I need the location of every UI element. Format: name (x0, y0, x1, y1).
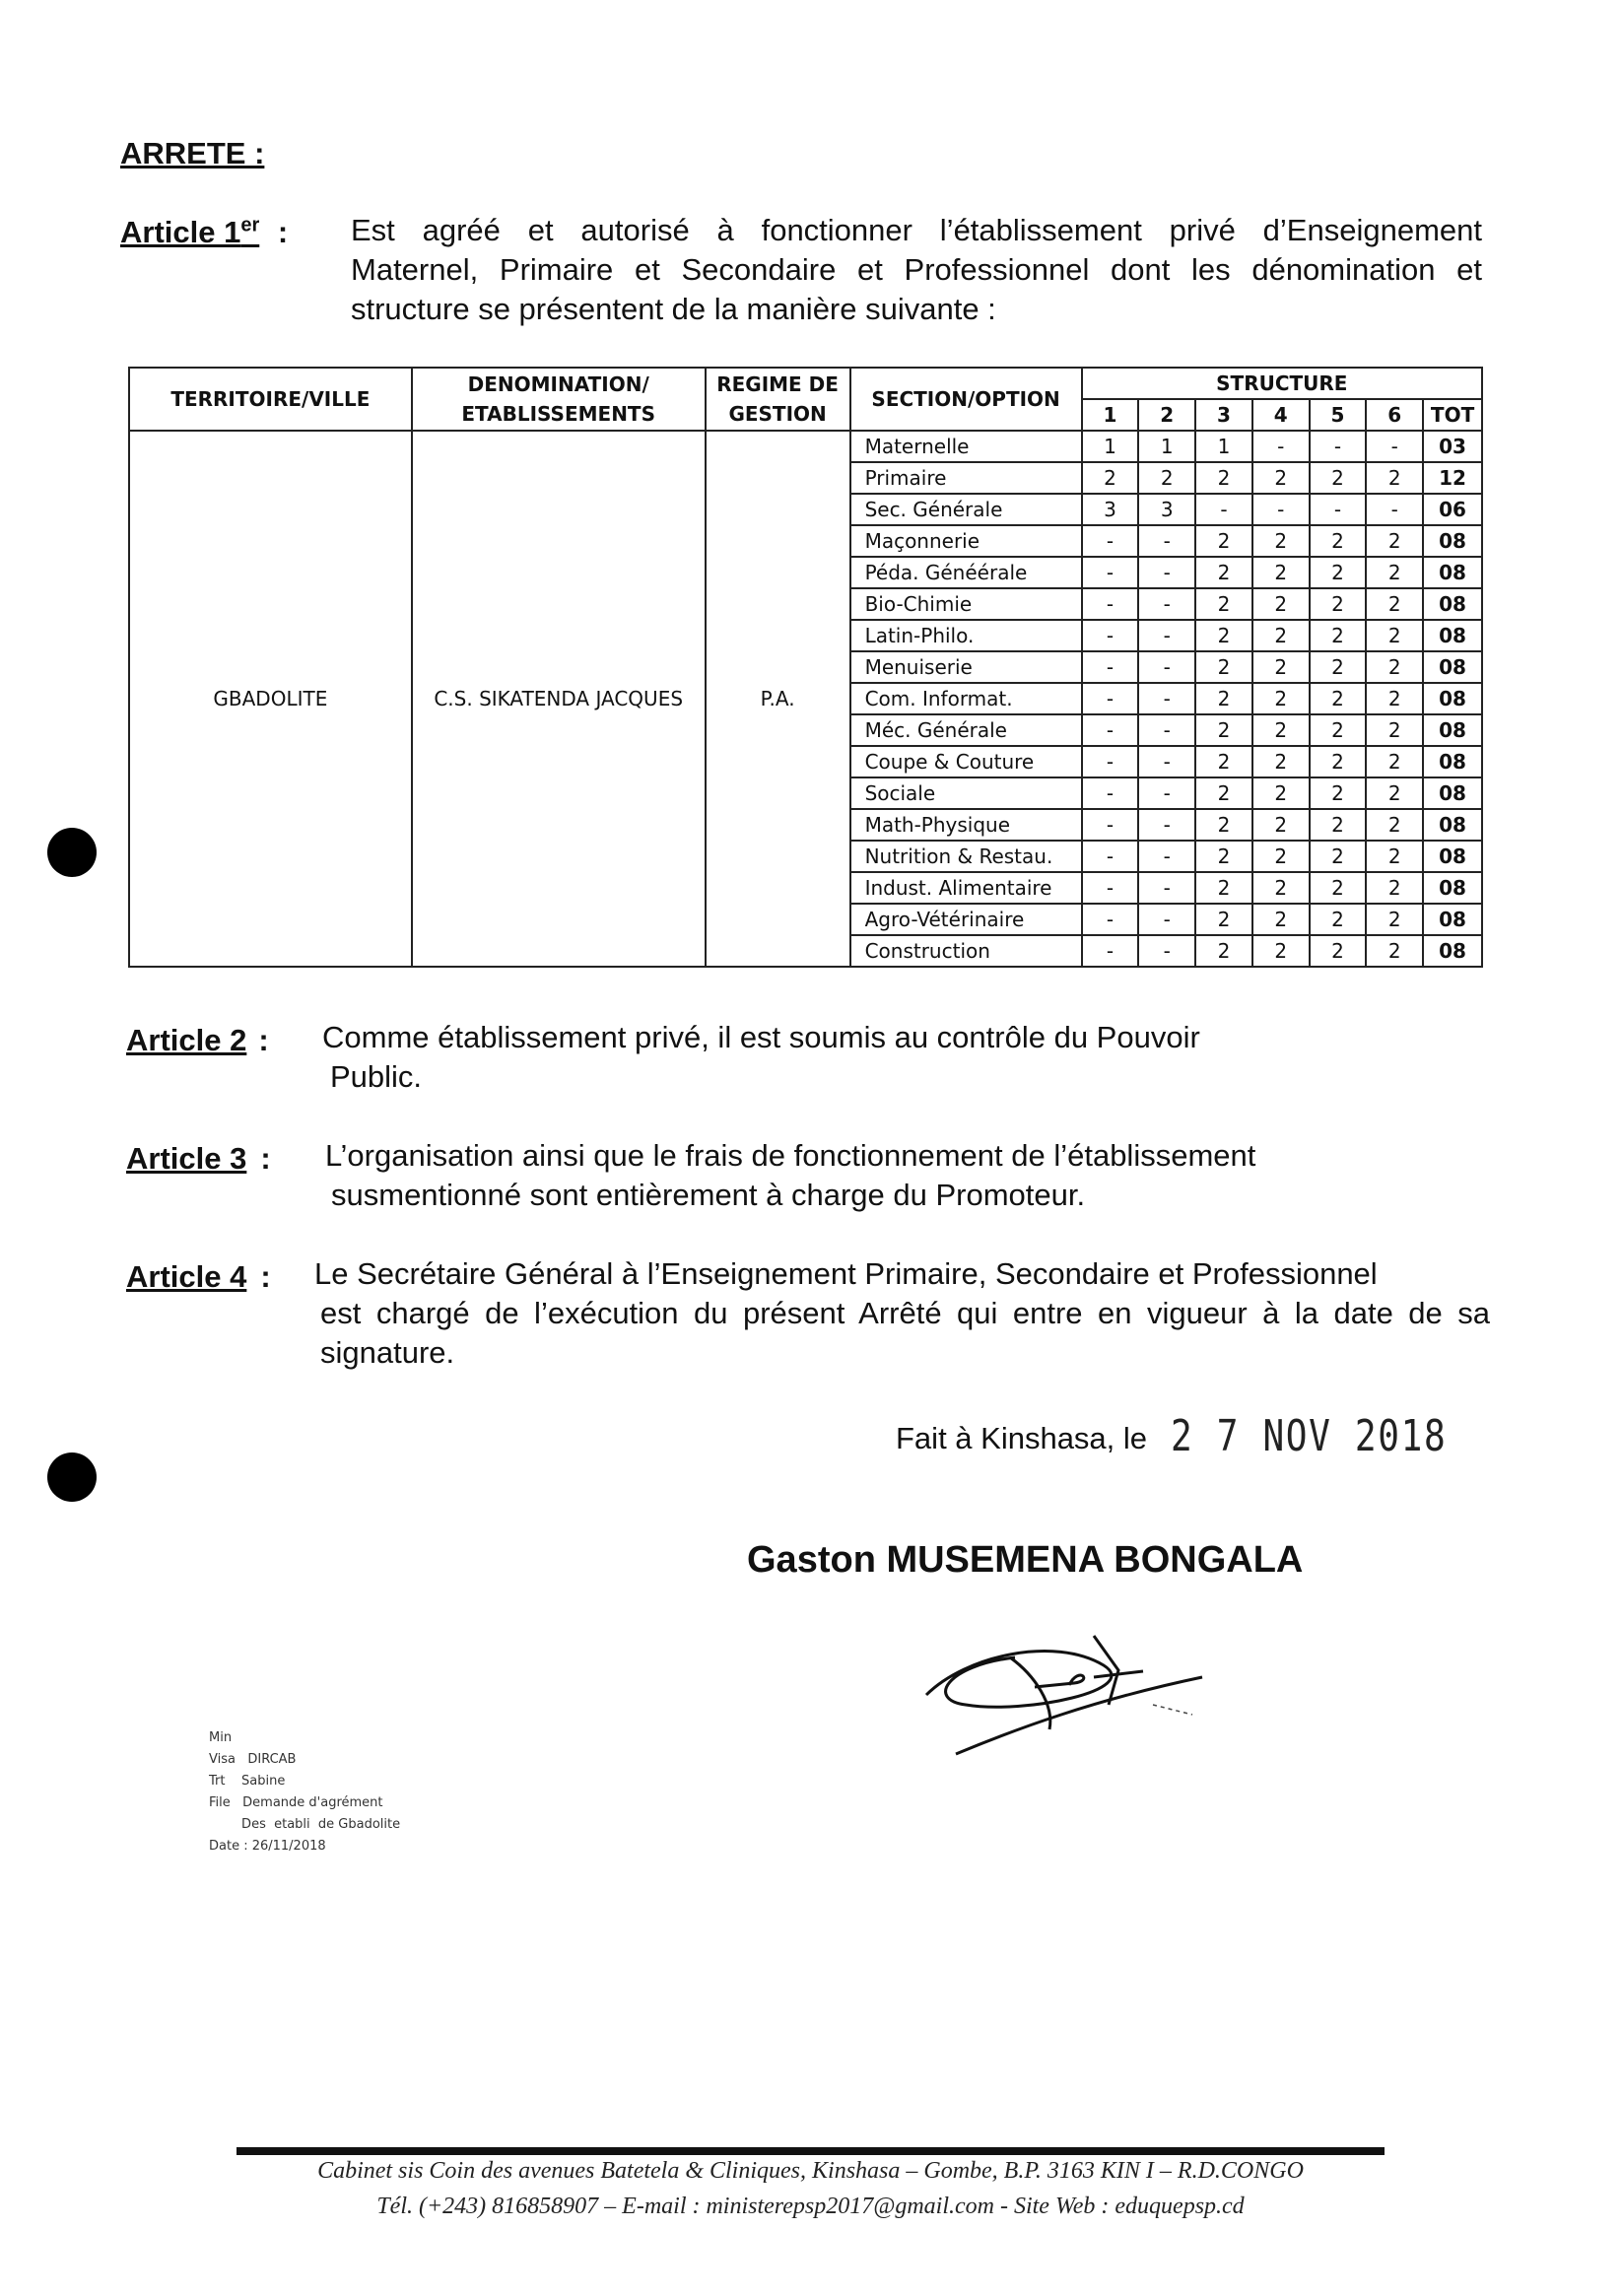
article-3-line-2: susmentionné sont entièrement à charge du Promoteur. (331, 1178, 1086, 1212)
structure-value-cell: - (1138, 841, 1195, 872)
structure-value-cell: 2 (1366, 683, 1423, 714)
structure-value-cell: 2 (1310, 525, 1367, 557)
footer-rule (237, 2147, 1385, 2155)
structure-value-cell: 2 (1310, 872, 1367, 904)
article-4-line-2: est chargé de l’exécution du présent Arrêté qui entre en vigueur à la date de sa (320, 1296, 1490, 1330)
structure-value-cell: - (1366, 494, 1423, 525)
structure-value-cell: - (1082, 683, 1139, 714)
structure-value-cell: - (1138, 809, 1195, 841)
article-3-label: Article 3 : (126, 1141, 271, 1176)
section-option-cell: Coupe & Couture (850, 746, 1082, 777)
structure-value-cell: - (1138, 872, 1195, 904)
section-option-cell: Menuiserie (850, 651, 1082, 683)
structure-value-cell: 2 (1310, 462, 1367, 494)
table-row (129, 431, 1482, 462)
structure-value-cell: - (1082, 714, 1139, 746)
structure-value-cell: 2 (1310, 841, 1367, 872)
header-col-6: 6 (1366, 399, 1423, 431)
structure-value-cell: - (1138, 588, 1195, 620)
structure-value-cell: 2 (1310, 809, 1367, 841)
article-1-line-3: structure se présentent de la manière suivante : (351, 292, 996, 326)
structure-value-cell: 2 (1138, 462, 1195, 494)
structure-value-cell: 2 (1252, 904, 1310, 935)
structure-value-cell: 2 (1366, 525, 1423, 557)
structure-total-cell: 08 (1423, 872, 1482, 904)
structure-value-cell: 2 (1366, 557, 1423, 588)
article-4-line-3: signature. (320, 1335, 455, 1370)
structure-value-cell: 2 (1195, 841, 1252, 872)
section-option-cell: Péda. Généérale (850, 557, 1082, 588)
structure-value-cell: 2 (1252, 588, 1310, 620)
punch-hole-bottom (47, 1452, 97, 1502)
structure-value-cell: - (1138, 714, 1195, 746)
regime-cell: P.A. (706, 431, 850, 967)
structure-value-cell: - (1082, 777, 1139, 809)
structure-value-cell: - (1138, 904, 1195, 935)
structure-total-cell: 08 (1423, 620, 1482, 651)
structure-value-cell: 2 (1366, 714, 1423, 746)
structure-value-cell: 2 (1195, 904, 1252, 935)
structure-value-cell: 2 (1195, 935, 1252, 967)
structure-value-cell: 2 (1366, 841, 1423, 872)
structure-value-cell: 2 (1195, 714, 1252, 746)
structure-total-cell: 12 (1423, 462, 1482, 494)
article-3-line-1: L’organisation ainsi que le frais de fonctionnement de l’établissement (325, 1138, 1256, 1173)
structure-total-cell: 08 (1423, 557, 1482, 588)
structure-value-cell: - (1138, 746, 1195, 777)
article-4-line-1: Le Secrétaire Général à l’Enseignement Primaire, Secondaire et Professionnel (314, 1256, 1378, 1291)
structure-value-cell: 2 (1252, 462, 1310, 494)
header-col-tot: TOT (1423, 399, 1482, 431)
arrete-heading: ARRETE : (120, 136, 265, 170)
header-col-5: 5 (1310, 399, 1367, 431)
section-option-cell: Maçonnerie (850, 525, 1082, 557)
structure-value-cell: 2 (1310, 777, 1367, 809)
structure-value-cell: 2 (1082, 462, 1139, 494)
structure-value-cell: 2 (1366, 904, 1423, 935)
header-denomination: DENOMINATION/ ETABLISSEMENTS (412, 368, 706, 431)
structure-value-cell: - (1082, 809, 1139, 841)
footer-address: Cabinet sis Coin des avenues Batetela & Cliniques, Kinshasa – Gombe, B.P. 3163 KIN I – R.D.CONGO (317, 2158, 1304, 2184)
marginalia-4: File Demande d'agrément (209, 1795, 383, 1810)
header-col-3: 3 (1195, 399, 1252, 431)
section-option-cell: Math-Physique (850, 809, 1082, 841)
section-option-cell: Sec. Générale (850, 494, 1082, 525)
structure-value-cell: 2 (1252, 620, 1310, 651)
header-col-4: 4 (1252, 399, 1310, 431)
structure-value-cell: 2 (1310, 588, 1367, 620)
section-option-cell: Construction (850, 935, 1082, 967)
footer-contact: Tél. (+243) 816858907 – E-mail : ministerepsp2017@gmail.com - Site Web : eduquepsp.cd (376, 2194, 1245, 2219)
structure-total-cell: 03 (1423, 431, 1482, 462)
structure-value-cell: 2 (1310, 714, 1367, 746)
structure-value-cell: 3 (1138, 494, 1195, 525)
structure-value-cell: 2 (1252, 872, 1310, 904)
section-option-cell: Bio-Chimie (850, 588, 1082, 620)
structure-value-cell: 2 (1252, 525, 1310, 557)
structure-value-cell: - (1138, 557, 1195, 588)
date-stamp: 2 7 NOV 2018 (1171, 1411, 1448, 1461)
structure-value-cell: 1 (1195, 431, 1252, 462)
structure-value-cell: 2 (1252, 777, 1310, 809)
structure-total-cell: 08 (1423, 746, 1482, 777)
structure-value-cell: 2 (1195, 683, 1252, 714)
structure-value-cell: 2 (1310, 683, 1367, 714)
structure-value-cell: - (1082, 620, 1139, 651)
structure-total-cell: 08 (1423, 714, 1482, 746)
territoire-cell: GBADOLITE (129, 431, 412, 967)
section-option-cell: Méc. Générale (850, 714, 1082, 746)
header-territoire: TERRITOIRE/VILLE (129, 368, 412, 431)
marginalia-3: Trt Sabine (209, 1774, 286, 1789)
structure-value-cell: - (1082, 904, 1139, 935)
structure-value-cell: 2 (1252, 935, 1310, 967)
structure-total-cell: 08 (1423, 777, 1482, 809)
section-option-cell: Primaire (850, 462, 1082, 494)
structure-value-cell: - (1138, 620, 1195, 651)
structure-value-cell: 1 (1138, 431, 1195, 462)
section-option-cell: Agro-Vétérinaire (850, 904, 1082, 935)
structure-total-cell: 08 (1423, 809, 1482, 841)
structure-value-cell: 2 (1252, 651, 1310, 683)
article-1-label: Article 1er : (120, 215, 289, 250)
structure-value-cell: 2 (1195, 588, 1252, 620)
section-option-cell: Indust. Alimentaire (850, 872, 1082, 904)
structure-value-cell: 2 (1366, 809, 1423, 841)
structure-value-cell: 2 (1195, 746, 1252, 777)
marginalia-6: Date : 26/11/2018 (209, 1839, 326, 1854)
denomination-cell: C.S. SIKATENDA JACQUES (412, 431, 706, 967)
article-2-label: Article 2 : (126, 1023, 269, 1057)
article-2-line-1: Comme établissement privé, il est soumis au contrôle du Pouvoir (322, 1020, 1200, 1054)
structure-value-cell: - (1310, 431, 1367, 462)
structure-value-cell: - (1138, 683, 1195, 714)
structure-total-cell: 08 (1423, 935, 1482, 967)
structure-value-cell: - (1252, 494, 1310, 525)
header-col-1: 1 (1082, 399, 1139, 431)
structure-value-cell: 2 (1366, 620, 1423, 651)
structure-value-cell: - (1082, 651, 1139, 683)
structure-value-cell: - (1082, 557, 1139, 588)
structure-value-cell: - (1082, 746, 1139, 777)
structure-value-cell: 2 (1195, 809, 1252, 841)
structure-table (128, 367, 1483, 968)
structure-value-cell: 2 (1252, 683, 1310, 714)
structure-value-cell: 2 (1252, 746, 1310, 777)
structure-value-cell: 2 (1195, 620, 1252, 651)
marginalia-1: Min (209, 1730, 233, 1745)
structure-value-cell: - (1138, 651, 1195, 683)
structure-value-cell: 2 (1195, 557, 1252, 588)
structure-value-cell: 2 (1310, 746, 1367, 777)
structure-value-cell: 2 (1310, 935, 1367, 967)
place-date-prefix: Fait à Kinshasa, le (896, 1421, 1148, 1455)
handwritten-signature (907, 1596, 1232, 1774)
article-2-line-2: Public. (330, 1059, 423, 1094)
structure-value-cell: 2 (1310, 651, 1367, 683)
structure-value-cell: 2 (1366, 746, 1423, 777)
section-option-cell: Maternelle (850, 431, 1082, 462)
structure-value-cell: - (1082, 872, 1139, 904)
section-option-cell: Sociale (850, 777, 1082, 809)
structure-value-cell: - (1366, 431, 1423, 462)
structure-value-cell: 2 (1195, 777, 1252, 809)
structure-value-cell: - (1195, 494, 1252, 525)
punch-hole-top (47, 828, 97, 877)
structure-value-cell: 2 (1310, 904, 1367, 935)
signatory-name: Gaston MUSEMENA BONGALA (747, 1539, 1304, 1581)
structure-value-cell: 2 (1195, 525, 1252, 557)
structure-value-cell: 2 (1310, 620, 1367, 651)
section-option-cell: Com. Informat. (850, 683, 1082, 714)
structure-value-cell: - (1310, 494, 1367, 525)
header-section: SECTION/OPTION (850, 368, 1082, 431)
structure-total-cell: 08 (1423, 588, 1482, 620)
structure-value-cell: - (1138, 525, 1195, 557)
structure-value-cell: - (1138, 935, 1195, 967)
structure-value-cell: 2 (1366, 651, 1423, 683)
section-option-cell: Nutrition & Restau. (850, 841, 1082, 872)
structure-value-cell: 2 (1195, 462, 1252, 494)
header-regime: REGIME DE GESTION (706, 368, 850, 431)
structure-total-cell: 08 (1423, 841, 1482, 872)
structure-value-cell: 2 (1366, 872, 1423, 904)
structure-value-cell: - (1082, 935, 1139, 967)
structure-value-cell: - (1082, 525, 1139, 557)
structure-value-cell: - (1082, 588, 1139, 620)
structure-value-cell: 2 (1366, 935, 1423, 967)
structure-value-cell: - (1138, 777, 1195, 809)
structure-total-cell: 08 (1423, 651, 1482, 683)
structure-value-cell: - (1082, 841, 1139, 872)
structure-value-cell: 1 (1082, 431, 1139, 462)
structure-total-cell: 08 (1423, 683, 1482, 714)
structure-total-cell: 08 (1423, 904, 1482, 935)
header-col-2: 2 (1138, 399, 1195, 431)
marginalia-5: Des etabli de Gbadolite (209, 1817, 401, 1832)
structure-value-cell: - (1252, 431, 1310, 462)
structure-value-cell: 2 (1310, 557, 1367, 588)
structure-total-cell: 08 (1423, 525, 1482, 557)
structure-value-cell: 2 (1252, 809, 1310, 841)
structure-total-cell: 06 (1423, 494, 1482, 525)
structure-value-cell: 2 (1366, 588, 1423, 620)
article-1-line-1: Est agréé et autorisé à fonctionner l’établissement privé d’Enseignement (351, 213, 1482, 247)
structure-value-cell: 2 (1252, 557, 1310, 588)
marginalia-2: Visa DIRCAB (209, 1752, 297, 1767)
structure-value-cell: 2 (1252, 714, 1310, 746)
structure-value-cell: 2 (1366, 462, 1423, 494)
structure-value-cell: 2 (1366, 777, 1423, 809)
article-4-label: Article 4 : (126, 1259, 271, 1294)
structure-value-cell: 2 (1195, 651, 1252, 683)
article-1-line-2: Maternel, Primaire et Secondaire et Professionnel dont les dénomination et (351, 252, 1482, 287)
section-option-cell: Latin-Philo. (850, 620, 1082, 651)
structure-value-cell: 2 (1195, 872, 1252, 904)
structure-value-cell: 3 (1082, 494, 1139, 525)
structure-value-cell: 2 (1252, 841, 1310, 872)
header-structure: STRUCTURE (1082, 368, 1482, 399)
